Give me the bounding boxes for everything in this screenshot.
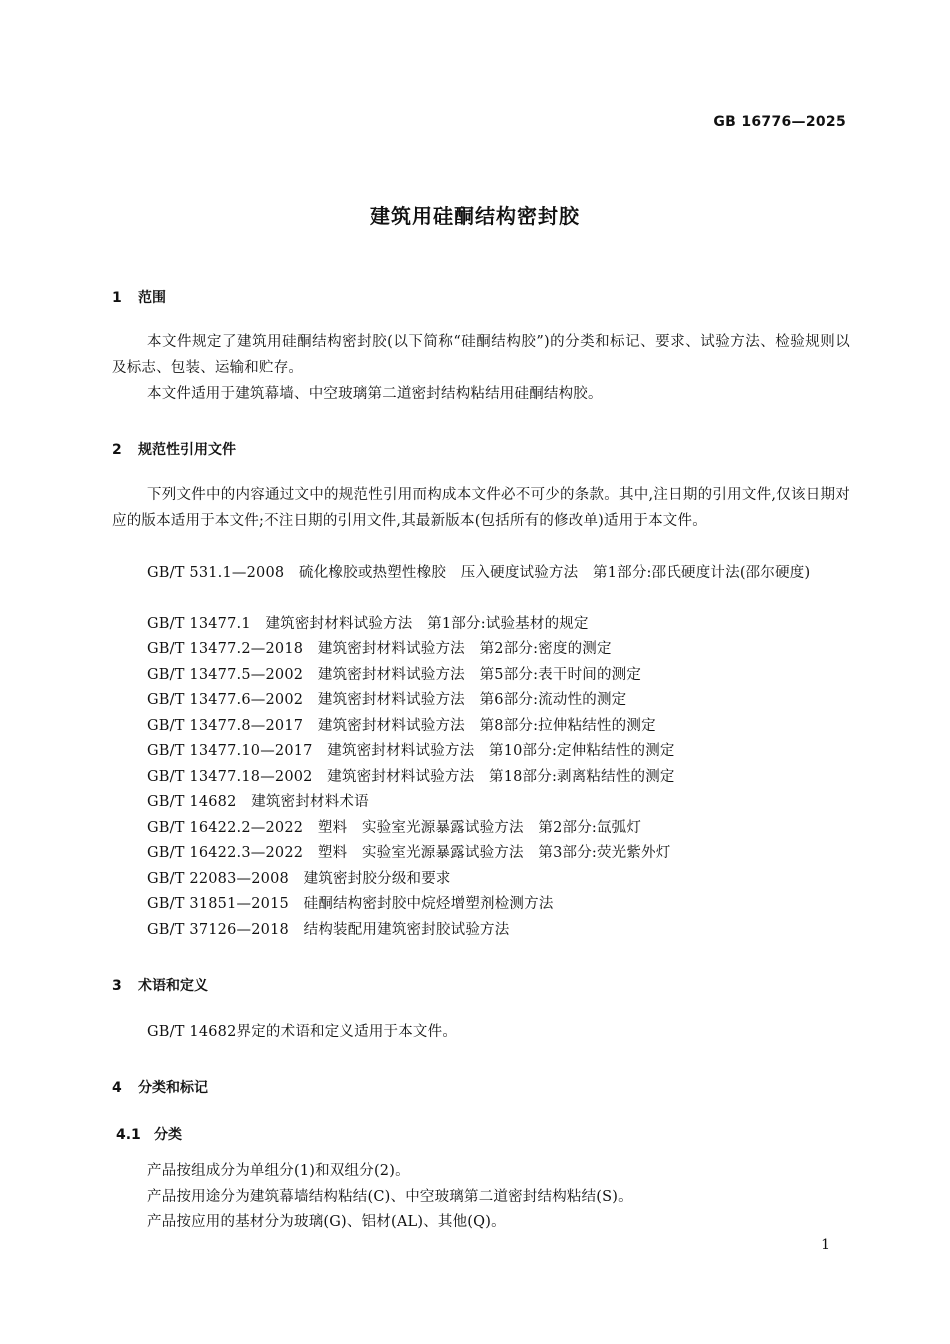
paragraph: 产品按组成分为单组分(1)和双组分(2)。 <box>147 1163 410 1179</box>
section-number: 4 <box>112 1080 122 1096</box>
subsection-4-1-heading <box>116 1124 182 1144</box>
paragraph: 本文件规定了建筑用硅酮结构密封胶(以下简称“硅酮结构胶”)的分类和标记、要求、试验方法、检验规则以及标志、包装、运输和贮存。 <box>112 334 850 376</box>
reference-item: GB/T 22083—2008 建筑密封胶分级和要求 <box>147 871 451 887</box>
reference-item: GB/T 13477.10—2017 建筑密封材料试验方法 第10部分:定伸粘结性的测定 <box>147 743 675 759</box>
section-3-heading <box>112 975 208 995</box>
subsection-number: 4.1 <box>116 1127 141 1143</box>
paragraph: 下列文件中的内容通过文中的规范性引用而构成本文件必不可少的条款。其中,注日期的引用文件,仅该日期对应的版本适用于本文件;不注日期的引用文件,其最新版本(包括所有的修改单)适用于本文件。 <box>112 487 850 529</box>
paragraph: 产品按用途分为建筑幕墙结构粘结(C)、中空玻璃第二道密封结构粘结(S)。 <box>147 1189 633 1205</box>
reference-item: GB/T 13477.2—2018 建筑密封材料试验方法 第2部分:密度的测定 <box>147 641 612 657</box>
reference-item: GB/T 37126—2018 结构装配用建筑密封胶试验方法 <box>147 922 510 938</box>
section-number: 3 <box>112 978 122 994</box>
standard-code: GB 16776—2025 <box>713 114 846 130</box>
section-4-heading <box>112 1077 208 1097</box>
section-2-heading <box>112 439 236 459</box>
reference-item: GB/T 16422.3—2022 塑料 实验室光源暴露试验方法 第3部分:荧光紫外灯 <box>147 845 671 861</box>
reference-item: GB/T 13477.1 建筑密封材料试验方法 第1部分:试验基材的规定 <box>147 616 589 632</box>
paragraph: 产品按应用的基材分为玻璃(G)、铝材(AL)、其他(Q)。 <box>147 1214 506 1230</box>
section-1-heading <box>112 287 166 307</box>
reference-item: GB/T 13477.8—2017 建筑密封材料试验方法 第8部分:拉伸粘结性的测定 <box>147 718 656 734</box>
section-title: 术语和定义 <box>138 978 208 994</box>
section-number: 2 <box>112 442 122 458</box>
subsection-title: 分类 <box>154 1127 182 1143</box>
reference-item: GB/T 16422.2—2022 塑料 实验室光源暴露试验方法 第2部分:氙弧灯 <box>147 820 642 836</box>
reference-item: GB/T 531.1—2008 硫化橡胶或热塑性橡胶 压入硬度试验方法 第1部分:邵氏硬度计法(邵尔硬度) <box>147 565 811 581</box>
paragraph: GB/T 14682界定的术语和定义适用于本文件。 <box>147 1024 458 1040</box>
reference-item: GB/T 13477.5—2002 建筑密封材料试验方法 第5部分:表干时间的测定 <box>147 667 642 683</box>
reference-item: GB/T 13477.6—2002 建筑密封材料试验方法 第6部分:流动性的测定 <box>147 692 627 708</box>
reference-item: GB/T 31851—2015 硅酮结构密封胶中烷烃增塑剂检测方法 <box>147 896 554 912</box>
paragraph: 本文件适用于建筑幕墙、中空玻璃第二道密封结构粘结用硅酮结构胶。 <box>147 386 603 402</box>
section-title: 分类和标记 <box>138 1080 208 1096</box>
reference-item: GB/T 14682 建筑密封材料术语 <box>147 794 369 810</box>
section-number: 1 <box>112 290 122 306</box>
document-title: 建筑用硅酮结构密封胶 <box>370 204 580 228</box>
section-title: 范围 <box>138 290 166 306</box>
section-title: 规范性引用文件 <box>138 442 236 458</box>
reference-item: GB/T 13477.18—2002 建筑密封材料试验方法 第18部分:剥离粘结性的测定 <box>147 769 675 785</box>
page-number: 1 <box>821 1237 830 1253</box>
